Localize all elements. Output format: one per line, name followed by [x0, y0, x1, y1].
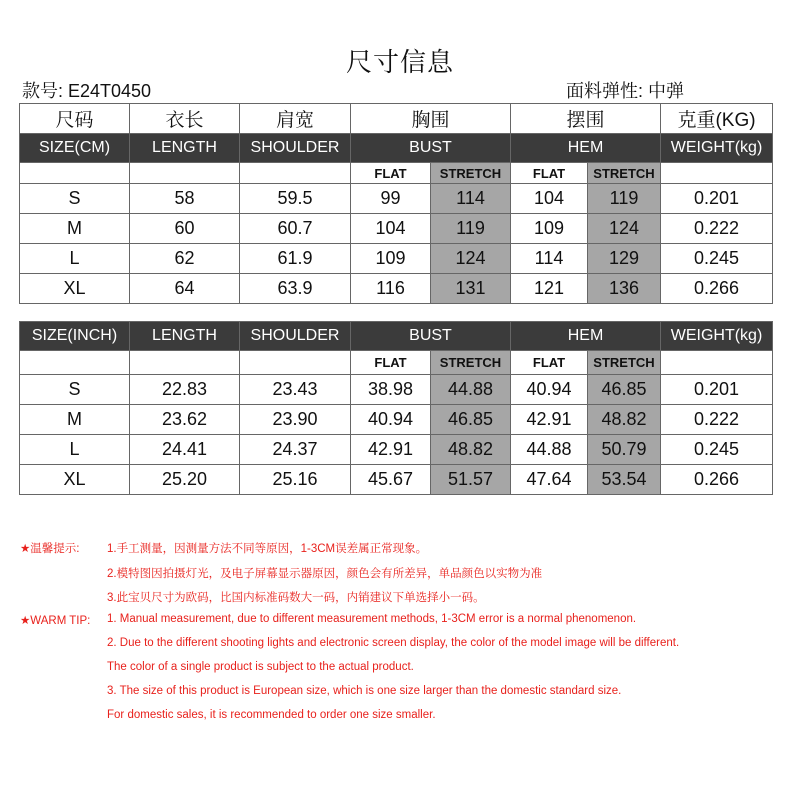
en-tip-line: 1. Manual measurement, due to different measurement methods, 1-3CM error is a normal phenomenon.: [107, 613, 637, 625]
cell-hem-stretch: 48.82: [588, 405, 661, 435]
cell-shoulder: 23.43: [240, 375, 351, 405]
cn-header-bust: 胸围: [351, 104, 511, 134]
cell-shoulder: 25.16: [240, 465, 351, 495]
table-row: [20, 274, 773, 304]
cell-bust-flat: 109: [351, 244, 431, 274]
sub-empty: [240, 163, 351, 184]
header-hem: HEM: [511, 322, 661, 351]
cell-length: 22.83: [130, 375, 240, 405]
cn-header-shoulder: 肩宽: [240, 104, 351, 134]
cell-hem-stretch: 50.79: [588, 435, 661, 465]
cell-hem-stretch: 129: [588, 244, 661, 274]
header-weight: WEIGHT(kg): [661, 322, 773, 351]
cn-header-size: 尺码: [20, 104, 130, 134]
en-tip-line: 3. The size of this product is European size, which is one size larger than the domestic standard size.: [107, 685, 622, 697]
header-bust: BUST: [351, 322, 511, 351]
cell-size: XL: [20, 274, 130, 304]
cell-hem-stretch: 119: [588, 184, 661, 214]
cell-hem-flat: 104: [511, 184, 588, 214]
cell-weight: 0.222: [661, 405, 773, 435]
header-size: SIZE(INCH): [20, 322, 130, 351]
cn-header-weight: 克重(KG): [661, 104, 773, 134]
cell-length: 62: [130, 244, 240, 274]
size-table-inch: [19, 321, 773, 495]
header-size: SIZE(CM): [20, 134, 130, 163]
table-row: [20, 214, 773, 244]
cell-weight: 0.266: [661, 465, 773, 495]
cell-size: L: [20, 435, 130, 465]
cell-bust-flat: 104: [351, 214, 431, 244]
cell-length: 23.62: [130, 405, 240, 435]
sub-empty: [661, 163, 773, 184]
cell-weight: 0.201: [661, 375, 773, 405]
sub-empty: [130, 163, 240, 184]
table-row: [20, 244, 773, 274]
table-row: [20, 465, 773, 495]
header-length: LENGTH: [130, 322, 240, 351]
cell-shoulder: 24.37: [240, 435, 351, 465]
cell-hem-stretch: 124: [588, 214, 661, 244]
cn-header-row: [20, 104, 773, 134]
cell-bust-stretch: 124: [431, 244, 511, 274]
cell-bust-flat: 99: [351, 184, 431, 214]
cell-size: S: [20, 184, 130, 214]
fabric-elasticity: 面料弹性: 中弹: [566, 81, 685, 101]
sub-empty: [240, 351, 351, 375]
cell-size: XL: [20, 465, 130, 495]
cell-size: M: [20, 405, 130, 435]
sub-hem-flat: FLAT: [511, 351, 588, 375]
cell-hem-flat: 114: [511, 244, 588, 274]
subheader-row: [20, 163, 773, 184]
cell-bust-stretch: 44.88: [431, 375, 511, 405]
sub-bust-flat: FLAT: [351, 163, 431, 184]
cn-tip-line: 2.模特图因拍摄灯光，及电子屏幕显示器原因，颜色会有所差异，单品颜色以实物为准: [107, 568, 543, 580]
cn-tip-line: 3.此宝贝尺寸为欧码，比国内标准码数大一码，内销建议下单选择小一码。: [107, 592, 485, 604]
table-row: [20, 375, 773, 405]
sub-hem-stretch: STRETCH: [588, 163, 661, 184]
cell-hem-stretch: 46.85: [588, 375, 661, 405]
sub-bust-stretch: STRETCH: [431, 351, 511, 375]
cn-tip-label: ★温馨提示:: [20, 543, 80, 555]
cell-size: M: [20, 214, 130, 244]
sub-empty: [20, 163, 130, 184]
cell-bust-stretch: 119: [431, 214, 511, 244]
cell-weight: 0.201: [661, 184, 773, 214]
en-tip-label: ★WARM TIP:: [20, 615, 91, 627]
style-number: 款号: E24T0450: [22, 81, 152, 101]
sub-bust-stretch: STRETCH: [431, 163, 511, 184]
cell-hem-flat: 44.88: [511, 435, 588, 465]
cell-size: L: [20, 244, 130, 274]
cell-bust-flat: 38.98: [351, 375, 431, 405]
header-shoulder: SHOULDER: [240, 134, 351, 163]
header-row: [20, 322, 773, 351]
header-length: LENGTH: [130, 134, 240, 163]
cell-shoulder: 23.90: [240, 405, 351, 435]
cell-bust-stretch: 46.85: [431, 405, 511, 435]
cell-hem-flat: 40.94: [511, 375, 588, 405]
cell-bust-stretch: 48.82: [431, 435, 511, 465]
cn-header-hem: 摆围: [511, 104, 661, 134]
table-row: [20, 435, 773, 465]
cell-shoulder: 59.5: [240, 184, 351, 214]
cell-bust-flat: 45.67: [351, 465, 431, 495]
cell-hem-stretch: 53.54: [588, 465, 661, 495]
page-title: 尺寸信息: [345, 47, 454, 77]
header-hem: HEM: [511, 134, 661, 163]
en-tip-line: 2. Due to the different shooting lights and electronic screen display, the color of the model image will be different.: [107, 637, 680, 649]
cell-shoulder: 61.9: [240, 244, 351, 274]
subheader-row: [20, 351, 773, 375]
table-row: [20, 184, 773, 214]
en-tip-line: The color of a single product is subject to the actual product.: [107, 661, 414, 673]
sub-bust-flat: FLAT: [351, 351, 431, 375]
cell-weight: 0.266: [661, 274, 773, 304]
cell-length: 58: [130, 184, 240, 214]
en-tip-line: For domestic sales, it is recommended to order one size smaller.: [107, 709, 436, 721]
sub-empty: [661, 351, 773, 375]
cell-bust-stretch: 114: [431, 184, 511, 214]
cell-size: S: [20, 375, 130, 405]
sub-hem-stretch: STRETCH: [588, 351, 661, 375]
cell-bust-flat: 42.91: [351, 435, 431, 465]
table-row: [20, 405, 773, 435]
cell-bust-flat: 116: [351, 274, 431, 304]
cell-hem-flat: 47.64: [511, 465, 588, 495]
cell-length: 60: [130, 214, 240, 244]
cell-hem-flat: 42.91: [511, 405, 588, 435]
cell-length: 24.41: [130, 435, 240, 465]
header-bust: BUST: [351, 134, 511, 163]
cell-bust-flat: 40.94: [351, 405, 431, 435]
cn-tip-line: 1.手工测量，因测量方法不同等原因，1-3CM误差属正常现象。: [107, 543, 428, 555]
size-table-cm: [19, 103, 773, 304]
cell-hem-stretch: 136: [588, 274, 661, 304]
cell-weight: 0.245: [661, 435, 773, 465]
cell-weight: 0.245: [661, 244, 773, 274]
cell-weight: 0.222: [661, 214, 773, 244]
sub-empty: [20, 351, 130, 375]
header-weight: WEIGHT(kg): [661, 134, 773, 163]
cell-bust-stretch: 51.57: [431, 465, 511, 495]
cell-hem-flat: 121: [511, 274, 588, 304]
cell-hem-flat: 109: [511, 214, 588, 244]
cell-bust-stretch: 131: [431, 274, 511, 304]
header-shoulder: SHOULDER: [240, 322, 351, 351]
header-row: [20, 134, 773, 163]
cn-header-length: 衣长: [130, 104, 240, 134]
cell-shoulder: 60.7: [240, 214, 351, 244]
sub-hem-flat: FLAT: [511, 163, 588, 184]
sub-empty: [130, 351, 240, 375]
cell-length: 64: [130, 274, 240, 304]
cell-shoulder: 63.9: [240, 274, 351, 304]
cell-length: 25.20: [130, 465, 240, 495]
